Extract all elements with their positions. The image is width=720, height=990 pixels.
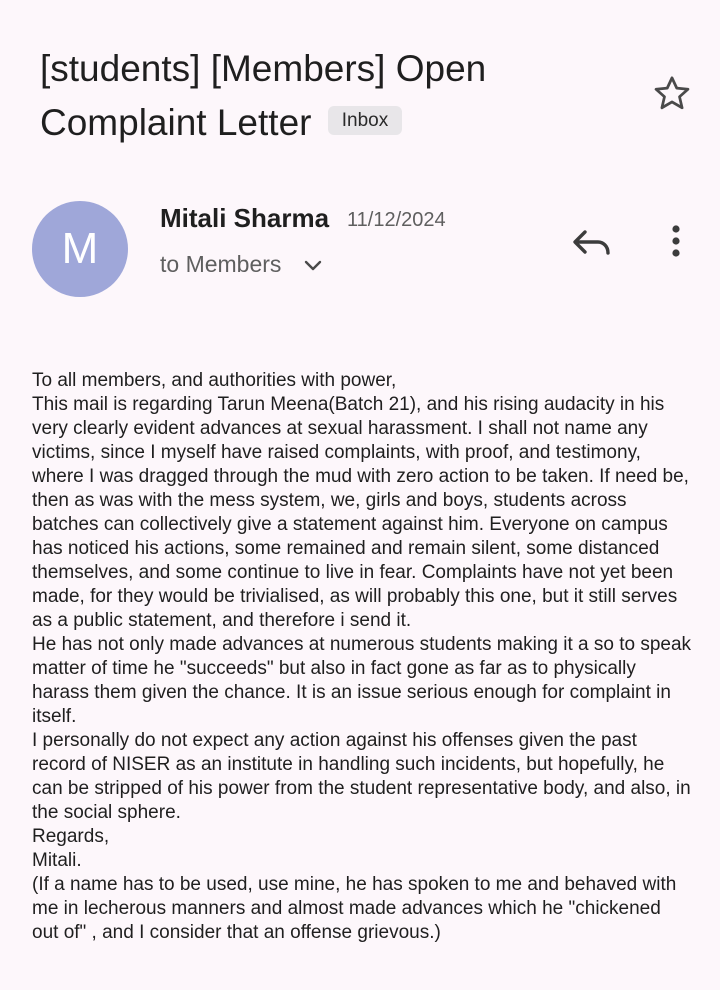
chevron-down-icon (303, 259, 323, 273)
star-outline-icon (650, 72, 694, 116)
body-paragraph: He has not only made advances at numerous students making it a so to speak matter of time he "succeeds" but also in fact gone as far as to physically harass them given the chance. It is an issue serious enough for complaint in itself. (32, 634, 692, 727)
body-paragraph: I personally do not expect any action against his offenses given the past record of NISER as an institute in handling such incidents, but hopefully, he can be stripped of his power from the student representative body, and also, in the social sphere. (32, 730, 691, 823)
subject-text: [students] [Members] Open Complaint Letter (40, 48, 487, 143)
inbox-label-badge[interactable]: Inbox (328, 106, 402, 135)
email-body (32, 369, 692, 945)
more-vert-icon (660, 220, 692, 264)
sender-avatar[interactable]: M (32, 201, 128, 297)
body-postscript: (If a name has to be used, use mine, he has spoken to me and behaved with me in lecherous manners and almost made advances which he "chickened out of" , and I consider that an offense grievous.) (32, 874, 677, 943)
reply-button[interactable] (568, 220, 616, 264)
body-greeting: To all members, and authorities with power, (32, 370, 397, 391)
body-signature: Mitali. (32, 850, 82, 871)
details-toggle[interactable] (303, 259, 323, 273)
recipient-line[interactable]: to Members (160, 251, 282, 277)
more-options-button[interactable] (660, 220, 692, 264)
email-subject (40, 42, 620, 150)
sent-date: 11/12/2024 (347, 209, 446, 231)
body-paragraph: This mail is regarding Tarun Meena(Batch 21), and his rising audacity in his very clearly evident advances at sexual harassment. I shall not name any victims, since I myself have raised complaints, with proof, and testimony, where I was dragged through the mud with zero action to be taken. If need be, then as was with the mess system, we, girls and boys, students across batches can collectively give a statement against him. Everyone on campus has noticed his actions, some remained and remain silent, some distanced themselves, and some continue to live in fear. Complaints have not yet been made, for they would be trivialised, as will probably this one, but it still serves as a public statement, and therefore i send it. (32, 394, 689, 631)
star-button[interactable] (650, 72, 694, 116)
body-signoff: Regards, (32, 826, 110, 847)
reply-icon (568, 220, 616, 264)
sender-name[interactable]: Mitali Sharma (160, 203, 330, 233)
